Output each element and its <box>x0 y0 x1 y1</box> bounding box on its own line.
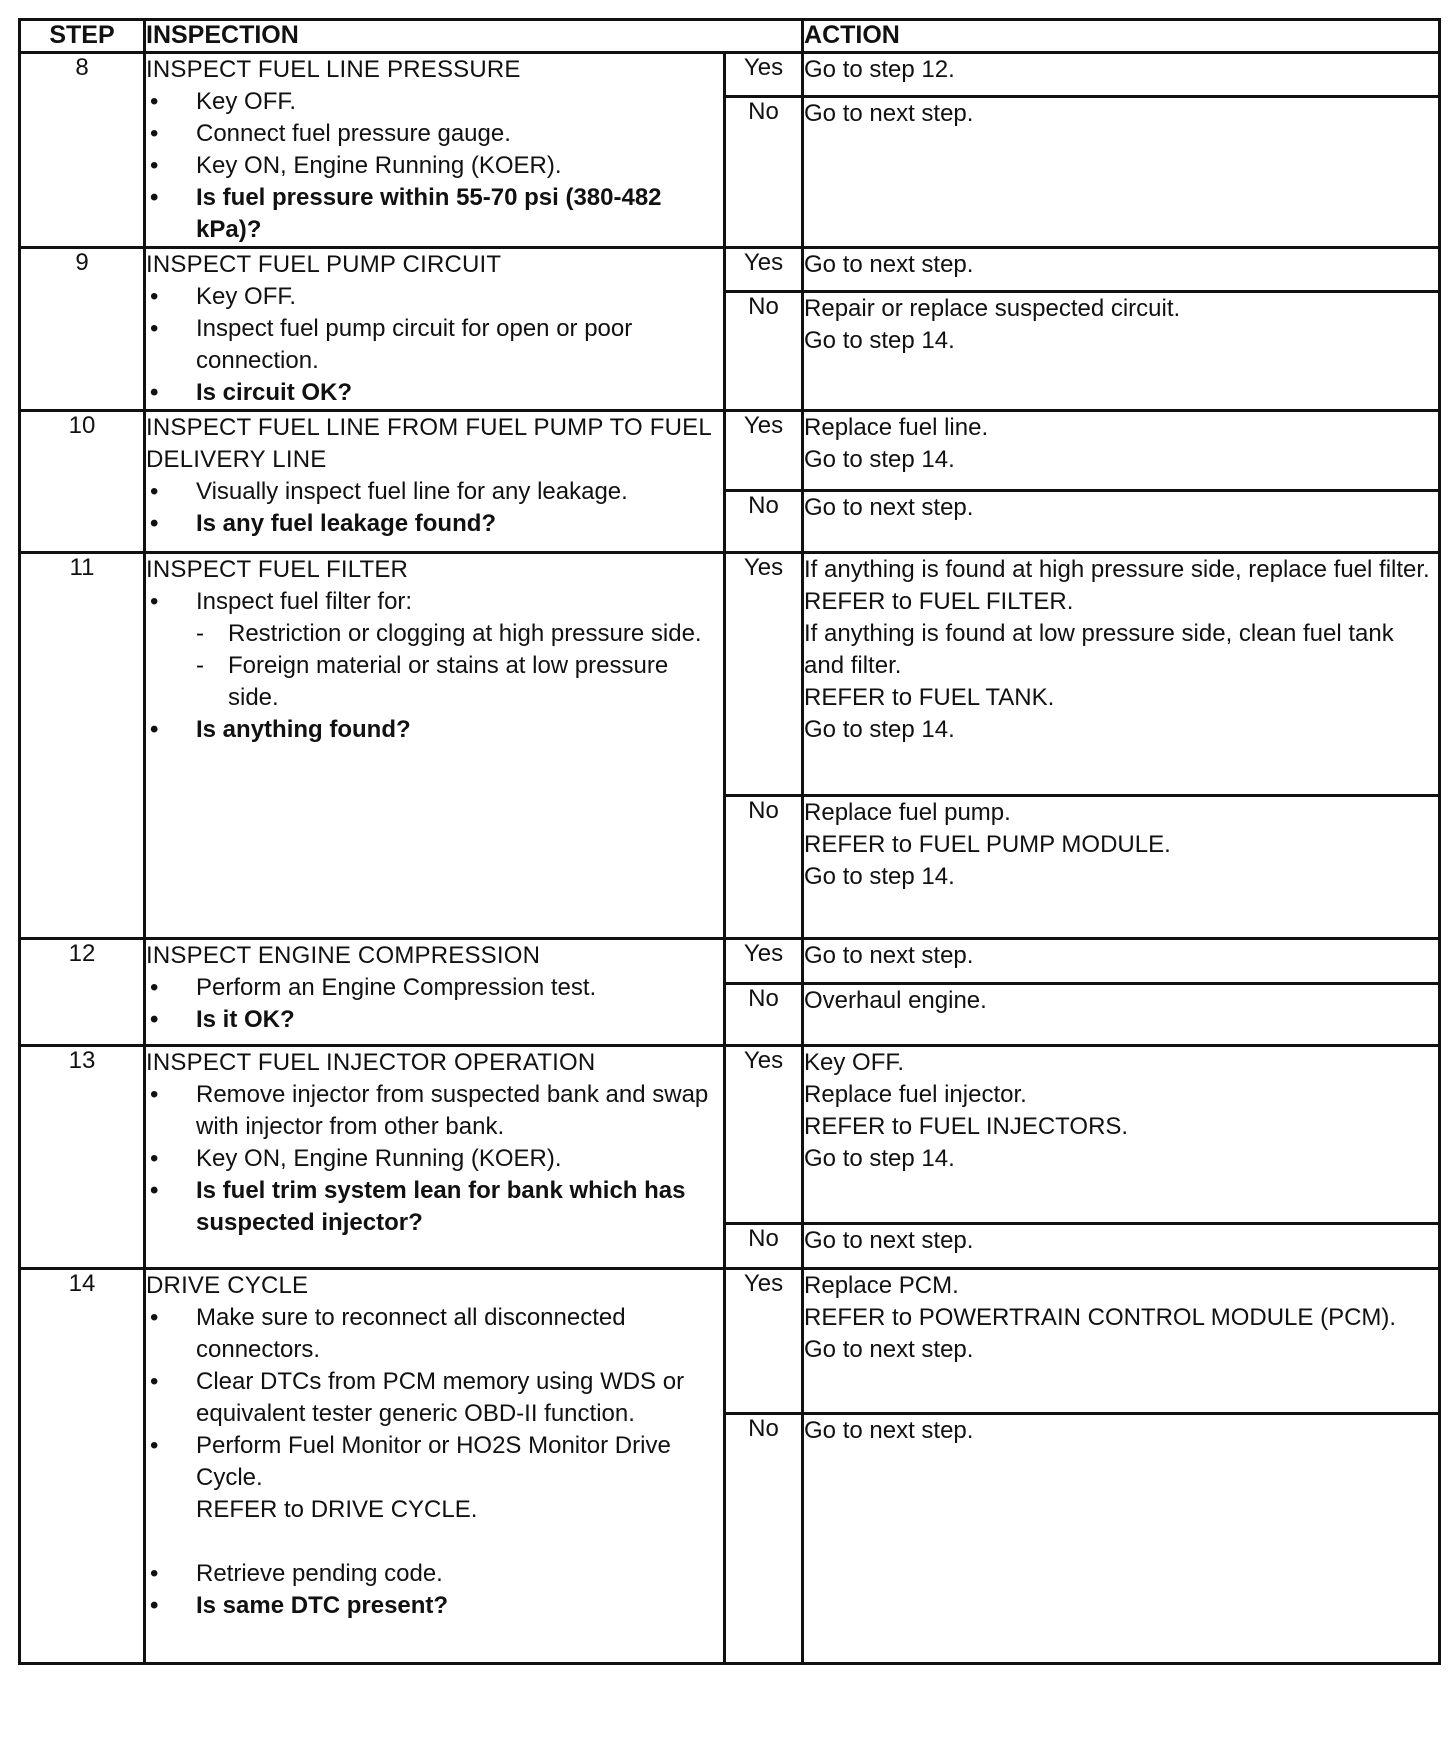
inspection-question: • Is fuel trim system lean for bank which has suspected injector? <box>146 1175 723 1239</box>
inspection-bullet: • Perform an Engine Compression test. <box>146 972 723 1004</box>
inspection-bullet: • Key OFF. <box>146 281 723 313</box>
inspection-bullet: • Connect fuel pressure gauge. <box>146 118 723 150</box>
action-line: Replace fuel line. <box>804 414 989 441</box>
inspection-title: INSPECT ENGINE COMPRESSION <box>146 942 541 969</box>
yes-action <box>803 1046 1440 1224</box>
inspection-dash-item: - Restriction or clogging at high pressure side. <box>146 618 723 650</box>
no-label: No <box>725 97 803 248</box>
step-row <box>20 53 1440 97</box>
no-action <box>803 1224 1440 1269</box>
inspection-bullet: • Key ON, Engine Running (KOER). <box>146 1143 723 1175</box>
action-line: Go to next step. <box>804 1227 974 1254</box>
header-action: ACTION <box>803 20 1440 53</box>
no-action <box>803 97 1440 248</box>
inspection-cell <box>145 248 725 411</box>
inspection-bullet: • Clear DTCs from PCM memory using WDS or equivalent tester generic OBD-II function. <box>146 1366 723 1430</box>
inspection-question: • Is fuel pressure within 55-70 psi (380-482 kPa)? <box>146 182 723 246</box>
action-line: If anything is found at high pressure side, replace fuel filter. <box>804 556 1430 583</box>
inspection-cell <box>145 53 725 248</box>
inspection-bullet: • Remove injector from suspected bank and swap with injector from other bank. <box>146 1079 723 1143</box>
inspection-cell <box>145 553 725 939</box>
yes-action <box>803 248 1440 292</box>
yes-action <box>803 411 1440 491</box>
step-number: 11 <box>20 553 145 939</box>
inspection-bullet: • Key ON, Engine Running (KOER). <box>146 150 723 182</box>
yes-label: Yes <box>725 553 803 796</box>
step-row <box>20 553 1440 796</box>
yes-label: Yes <box>725 1269 803 1414</box>
action-line: Go to next step. <box>804 942 974 969</box>
step-number: 13 <box>20 1046 145 1269</box>
action-line: Replace fuel injector. <box>804 1081 1027 1108</box>
action-line: Go to next step. <box>804 100 974 128</box>
yes-label: Yes <box>725 1046 803 1224</box>
yes-label: Yes <box>725 939 803 984</box>
inspection-bullet: • Inspect fuel filter for: <box>146 586 723 618</box>
inspection-cell <box>145 1046 725 1269</box>
spacer <box>146 1526 723 1558</box>
no-label: No <box>725 1414 803 1664</box>
inspection-question: • Is it OK? <box>146 1004 723 1036</box>
no-action <box>803 796 1440 939</box>
action-line: Go to step 14. <box>804 446 955 473</box>
inspection-question: • Is anything found? <box>146 714 723 746</box>
no-label: No <box>725 491 803 553</box>
inspection-title: INSPECT FUEL LINE PRESSURE <box>146 56 521 83</box>
inspection-question: • Is any fuel leakage found? <box>146 508 723 540</box>
yes-action <box>803 553 1440 796</box>
yes-action <box>803 939 1440 984</box>
header-inspection: INSPECTION <box>145 20 803 53</box>
action-line: Go to step 14. <box>804 716 955 743</box>
inspection-title: DRIVE CYCLE <box>146 1272 309 1299</box>
action-line: Go to next step. <box>804 1417 974 1444</box>
action-line: Go to next step. <box>804 494 974 521</box>
yes-label: Yes <box>725 53 803 97</box>
yes-action <box>803 53 1440 97</box>
step-number: 9 <box>20 248 145 411</box>
no-action <box>803 491 1440 553</box>
no-action <box>803 984 1440 1046</box>
action-line: REFER to POWERTRAIN CONTROL MODULE (PCM). <box>804 1304 1397 1331</box>
action-line: Replace PCM. <box>804 1272 959 1299</box>
step-number: 10 <box>20 411 145 553</box>
action-line: Replace fuel pump. <box>804 799 1011 826</box>
no-label: No <box>725 796 803 939</box>
action-line: Repair or replace suspected circuit. <box>804 294 1181 322</box>
action-line: Go to step 14. <box>804 863 955 890</box>
inspection-bullet: • Key OFF. <box>146 86 723 118</box>
no-label: No <box>725 291 803 410</box>
yes-action <box>803 1269 1440 1414</box>
inspection-title: INSPECT FUEL FILTER <box>146 556 409 583</box>
step-row <box>20 1269 1440 1414</box>
action-line: REFER to FUEL INJECTORS. <box>804 1113 1129 1140</box>
header-step: STEP <box>20 20 145 53</box>
no-action <box>803 1414 1440 1664</box>
no-label: No <box>725 1224 803 1269</box>
inspection-question: • Is same DTC present? <box>146 1590 723 1622</box>
no-label: No <box>725 984 803 1046</box>
action-line: Go to next step. <box>804 1336 974 1363</box>
yes-label: Yes <box>725 411 803 491</box>
inspection-bullet: • Inspect fuel pump circuit for open or poor connection. <box>146 313 723 377</box>
header-row <box>20 20 1440 53</box>
inspection-dash-item: - Foreign material or stains at low pressure side. <box>146 650 723 714</box>
inspection-cell <box>145 939 725 1046</box>
action-line: Go to next step. <box>804 251 974 278</box>
action-line: REFER to FUEL FILTER. <box>804 588 1074 615</box>
step-row <box>20 1046 1440 1224</box>
inspection-title: INSPECT FUEL PUMP CIRCUIT <box>146 251 502 278</box>
inspection-bullet: • Perform Fuel Monitor or HO2S Monitor Drive Cycle. <box>146 1430 723 1494</box>
action-line: REFER to FUEL TANK. <box>804 684 1055 711</box>
inspection-bullet: • Visually inspect fuel line for any leakage. <box>146 476 723 508</box>
diagnostic-table <box>18 18 1441 1665</box>
step-number: 12 <box>20 939 145 1046</box>
action-line: Go to step 12. <box>804 56 955 83</box>
no-action <box>803 291 1440 410</box>
yes-label: Yes <box>725 248 803 292</box>
action-line: Go to step 14. <box>804 1145 955 1172</box>
action-line: If anything is found at low pressure side, clean fuel tank and filter. <box>804 620 1394 679</box>
inspection-title: INSPECT FUEL INJECTOR OPERATION <box>146 1049 596 1076</box>
step-row <box>20 248 1440 292</box>
step-row <box>20 939 1440 984</box>
action-line: Overhaul engine. <box>804 987 987 1014</box>
inspection-bullet: • Make sure to reconnect all disconnected connectors. <box>146 1302 723 1366</box>
inspection-question: • Is circuit OK? <box>146 377 723 409</box>
step-row <box>20 411 1440 491</box>
action-line: Go to step 14. <box>804 326 955 354</box>
inspection-bullet: • Retrieve pending code. <box>146 1558 723 1590</box>
inspection-title: INSPECT FUEL LINE FROM FUEL PUMP TO FUEL DELIVERY LINE <box>146 414 712 473</box>
inspection-note: REFER to DRIVE CYCLE. <box>196 1496 478 1523</box>
step-number: 8 <box>20 53 145 248</box>
inspection-cell <box>145 1269 725 1664</box>
inspection-cell <box>145 411 725 553</box>
step-number: 14 <box>20 1269 145 1664</box>
action-line: Key OFF. <box>804 1049 905 1076</box>
action-line: REFER to FUEL PUMP MODULE. <box>804 831 1171 858</box>
